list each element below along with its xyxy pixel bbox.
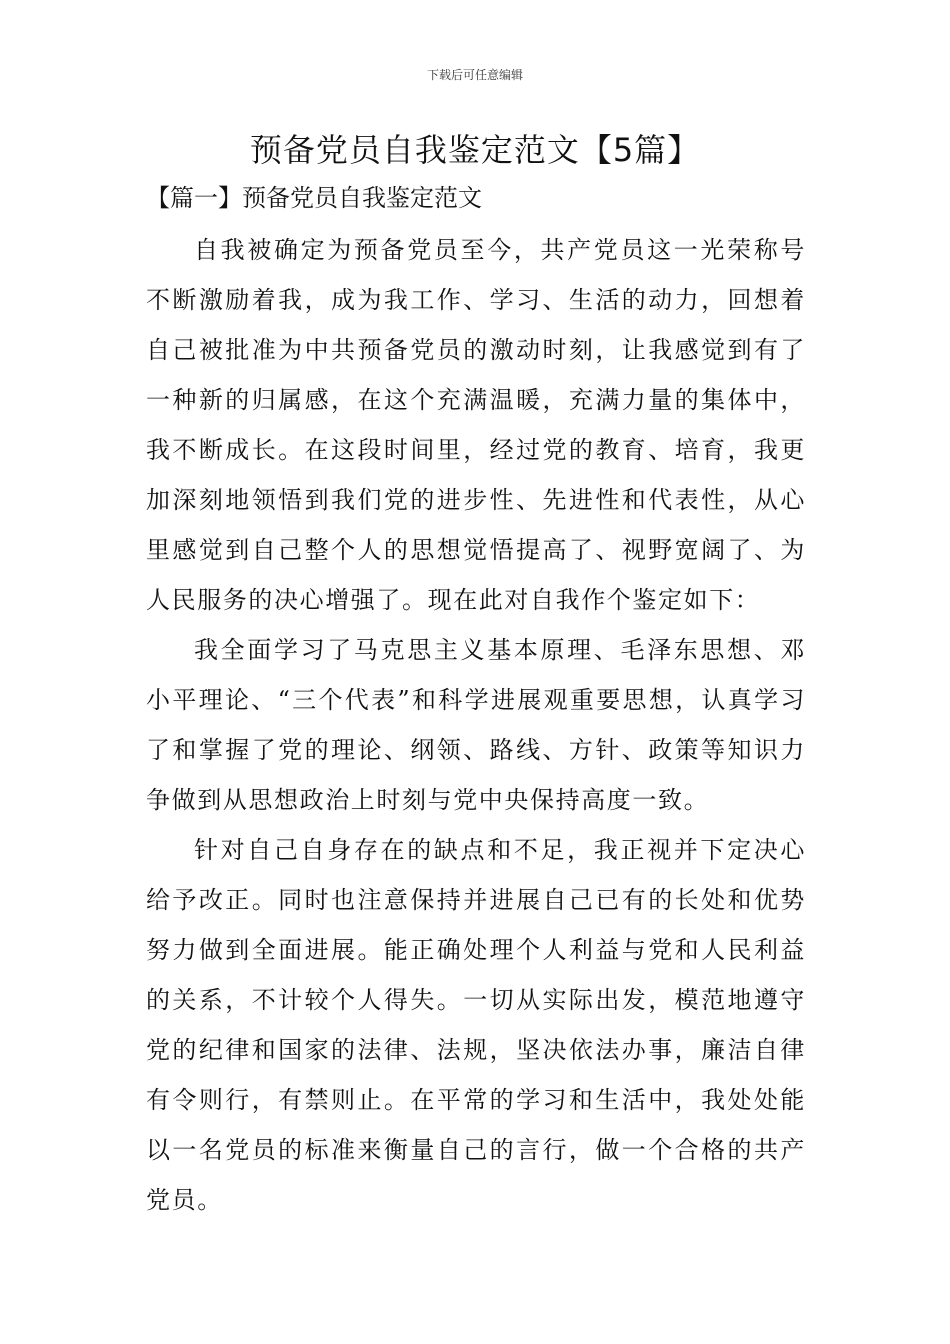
header-note: 下载后可任意编辑 bbox=[426, 68, 523, 82]
paragraph-3: 针对自己自身存在的缺点和不足，我正视并下定决心给予改正。同时也注意保持并进展自己已有的长处和优势努力做到全面进展。能正确处理个人利益与党和人民利益的关系，不计较个人得失。一切从实际出发，模范地遵守党的纪律和国家的法律、法规，坚决依法办事，廉洁自律有令则行，有禁则止。在平常的学习和生活中，我处处能以一名党员的标准来衡量自己的言行，做一个合格的共产党员。 bbox=[146, 836, 806, 1214]
section-heading: 【篇一】预备党员自我鉴定范文 bbox=[146, 184, 482, 212]
document-body bbox=[146, 225, 806, 1225]
paragraph-1: 自我被确定为预备党员至今，共产党员这一光荣称号不断激励着我，成为我工作、学习、生活的动力，回想着自己被批准为中共预备党员的激动时刻，让我感觉到有了一种新的归属感，在这个充满温暖，充满力量的集体中，我不断成长。在这段时间里，经过党的教育、培育，我更加深刻地领悟到我们党的进步性、先进性和代表性，从心里感觉到自己整个人的思想觉悟提高了、视野宽阔了、为人民服务的决心增强了。现在此对自我作个鉴定如下： bbox=[146, 236, 806, 614]
document-title: 预备党员自我鉴定范文【5篇】 bbox=[249, 131, 701, 169]
paragraph-2: 我全面学习了马克思主义基本原理、毛泽东思想、邓小平理论、“三个代表”和科学进展观重要思想，认真学习了和掌握了党的理论、纲领、路线、方针、政策等知识力争做到从思想政治上时刻与党中央保持高度一致。 bbox=[146, 636, 806, 814]
